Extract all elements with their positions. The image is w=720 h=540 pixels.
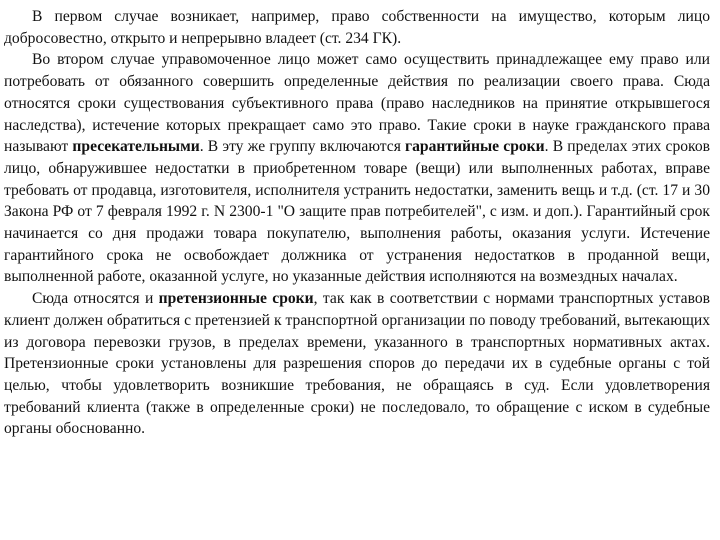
term-claim-periods: претензионные сроки xyxy=(158,290,314,308)
paragraph-2-text-3: . В пределах этих сроков лицо, обнаружившее недостатки в приобретенном товаре (вещи) или выполненных работах, вправе требовать от продавца, изготовителя, исполнителя устранить недостатки, заменить вещь и т.д. (ст. 17 и 30 Закона РФ от 7 февраля 1992 г. N 2300-1 "О защите прав потребителей", с изм. и доп.). Гарантийный срок начинается со дня продажи товара покупателю, выполнения работы, оказания услуги. Истечение гарантийного срока не освобождает должника от устранения недостатков в проданной вещи, выполненной работе, оказанной услуге, но указанные действия исполняются на возмездных началах. xyxy=(4,138,710,286)
paragraph-1: В первом случае возникает, например, право собственности на имущество, которым лицо добросовестно, открыто и непрерывно владеет (ст. 234 ГК). xyxy=(4,8,710,47)
document-page xyxy=(4,6,710,440)
paragraph-2-text-2: . В эту же группу включаются xyxy=(199,138,406,156)
paragraph-2 xyxy=(4,49,710,288)
paragraph-2-text-1: Во втором случае управомоченное лицо может само осуществить принадлежащее ему право или потребовать от обязанного совершить определенные действия по реализации своего права. Сюда относятся сроки существования субъективного права (право наследников на принятие открывшегося наследства), истечение которых прекращает само это право. Такие сроки в науке гражданского права называют xyxy=(4,51,710,156)
term-preclusive: пресекательными xyxy=(72,138,200,156)
paragraph-3-text-1: Сюда относятся и xyxy=(32,290,159,308)
paragraph-3-text-2: , так как в соответствии с нормами транспортных уставов клиент должен обратиться с претензией к транспортной организации по поводу требований, вытекающих из договора перевозки грузов, в пределах времени, указанного в транспортных нормативных актах. Претензионные сроки установлены для разрешения споров до передачи их в судебные органы с той целью, чтобы удовлетворить возникшие требования, не обращаясь в суд. Если удовлетворения требований клиента (также в определенные сроки) не последовало, то обращение с иском в судебные органы обоснованно. xyxy=(4,290,710,438)
paragraph-3 xyxy=(4,288,710,440)
term-warranty-periods: гарантийные сроки xyxy=(405,138,545,156)
